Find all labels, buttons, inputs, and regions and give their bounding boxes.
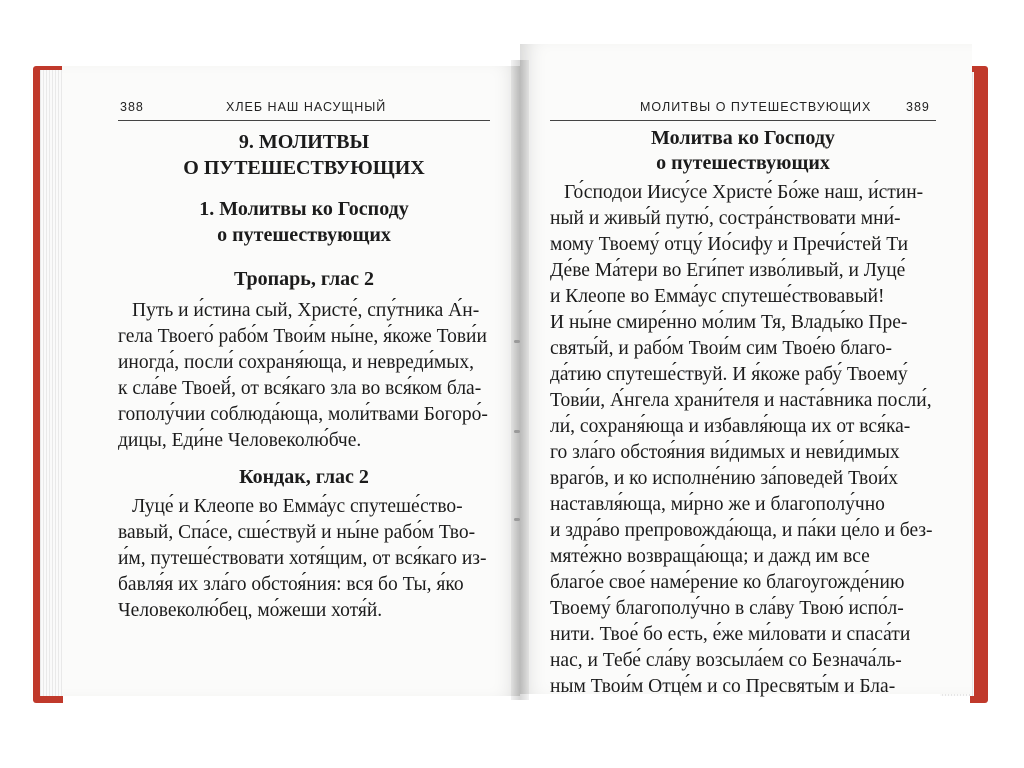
kontakion-line: бавля́я их зла́го обстоя́ния: вся бо Ты, я́ко <box>118 574 464 595</box>
prayer-line: наставля́юща, ми́рно же и благополу́чно <box>550 494 885 515</box>
prayer-line: и здра́во препровожда́юща, и па́ки це́ло и без- <box>550 520 933 541</box>
prayer-line: Де́ве Ма́тери во Еги́пет изво́ливый, и Луце́ <box>550 260 906 281</box>
right-header-rule <box>550 120 936 121</box>
prayer-line: ный и живы́й путю́, состра́нствовати мни́- <box>550 208 901 229</box>
kontakion-heading: Кондак, глас 2 <box>239 466 369 488</box>
prayer-line: И ны́не смире́нно мо́лим Тя, Влады́ко Пре- <box>550 312 908 333</box>
prayer-line: святы́й, и рабо́м Твои́м сим Твое́ю благо- <box>550 338 893 359</box>
book-gutter <box>511 60 529 700</box>
prayer-line: нас, и Тебе́ сла́ву возсыла́ем со Безнача́ль- <box>550 650 902 671</box>
binding-stitch <box>514 518 520 521</box>
subsection-title-line-1: 1. Молитвы ко Господу <box>199 198 409 220</box>
prayer-line: го зла́го обстоя́ния ви́димых и неви́димых <box>550 442 900 463</box>
left-header-rule <box>118 120 490 121</box>
left-page-number: 388 <box>120 100 144 114</box>
binding-stitch <box>514 430 520 433</box>
prayer-line: мому Твоему́ отцу́ Ио́сифу и Пречи́стей Ти <box>550 234 909 255</box>
kontakion-line: и́м, путеше́ствовати хотя́щим, от вся́каго из- <box>118 548 487 569</box>
prayer-line: мяте́жно возвраща́юща; и дажд им все <box>550 546 870 567</box>
subsection-title-line-2: о путешествующих <box>217 224 391 246</box>
troparion-line: к сла́ве Твоей́, от вся́каго зла во вся́ком бла- <box>118 378 482 399</box>
prayer-line: благо́е свое́ наме́рение ко благоугожде́нию <box>550 572 905 593</box>
prayer-line: Го́сподои Иису́се Христе́ Бо́же наш, и́стин- <box>564 182 924 203</box>
right-page-number: 389 <box>906 100 930 114</box>
troparion-heading: Тропарь, глас 2 <box>233 268 375 290</box>
prayer-line: нити. Твое́ бо есть, е́же ми́ловати и спаса́ти <box>550 624 911 645</box>
section-title-line-1: 9. МОЛИТВЫ <box>238 131 370 153</box>
prayer-line: ли́, сохраня́юща и избавля́юща их от вся́ка- <box>550 416 911 437</box>
prayer-line: враго́в, и ко исполне́нию за́поведей Твои́х <box>550 468 899 489</box>
prayer-line: и Клеопе во Емма́ус спутеше́ствовавый! <box>550 286 885 307</box>
prayer-title-line-1: Молитва ко Господу <box>651 127 835 149</box>
left-running-header: ХЛЕБ НАШ НАСУЩНЫЙ <box>226 100 387 114</box>
kontakion-line: Луце́ и Клеопе во Емма́ус спутеше́ство- <box>132 496 463 517</box>
right-running-header: МОЛИТВЫ О ПУТЕШЕСТВУЮЩИХ <box>640 100 872 114</box>
binding-stitch <box>514 340 520 343</box>
troparion-line: дицы, Еди́не Человеколю́бче. <box>118 430 362 451</box>
troparion-line: Путь и и́стина сый, Христе́, спу́тника А́н- <box>132 300 480 321</box>
troparion-line: гополу́чии соблюда́юща, моли́твами Богоро́- <box>118 404 488 425</box>
prayer-line: Твоему́ благополу́чно в сла́ву Твою́ испо́л- <box>550 598 904 619</box>
prayer-line: Тови́и, А́нгела храни́теля и наста́вника посли́, <box>550 390 932 411</box>
troparion-line: иногда́, посли́ сохраня́юща, и невреди́мых, <box>118 352 474 373</box>
prayer-line: да́тию спутеше́ствуй. И я́коже рабу́ Твоему́ <box>550 364 908 385</box>
kontakion-line: вавый, Спа́се, сше́ствуй и ны́не рабо́м Тво- <box>118 522 476 543</box>
troparion-line: гела Твоего́ рабо́м Твои́м ны́не, я́коже Тови́и <box>118 326 487 347</box>
prayer-title-line-2: о путешествующих <box>656 152 830 174</box>
prayer-line: ным Твои́м Отце́м и со Пресвяты́м и Бла- <box>550 676 896 697</box>
kontakion-line: Человеколю́бец, мо́жеши хотя́й. <box>118 600 383 621</box>
section-title-line-2: О ПУТЕШЕСТВУЮЩИХ <box>183 157 425 179</box>
